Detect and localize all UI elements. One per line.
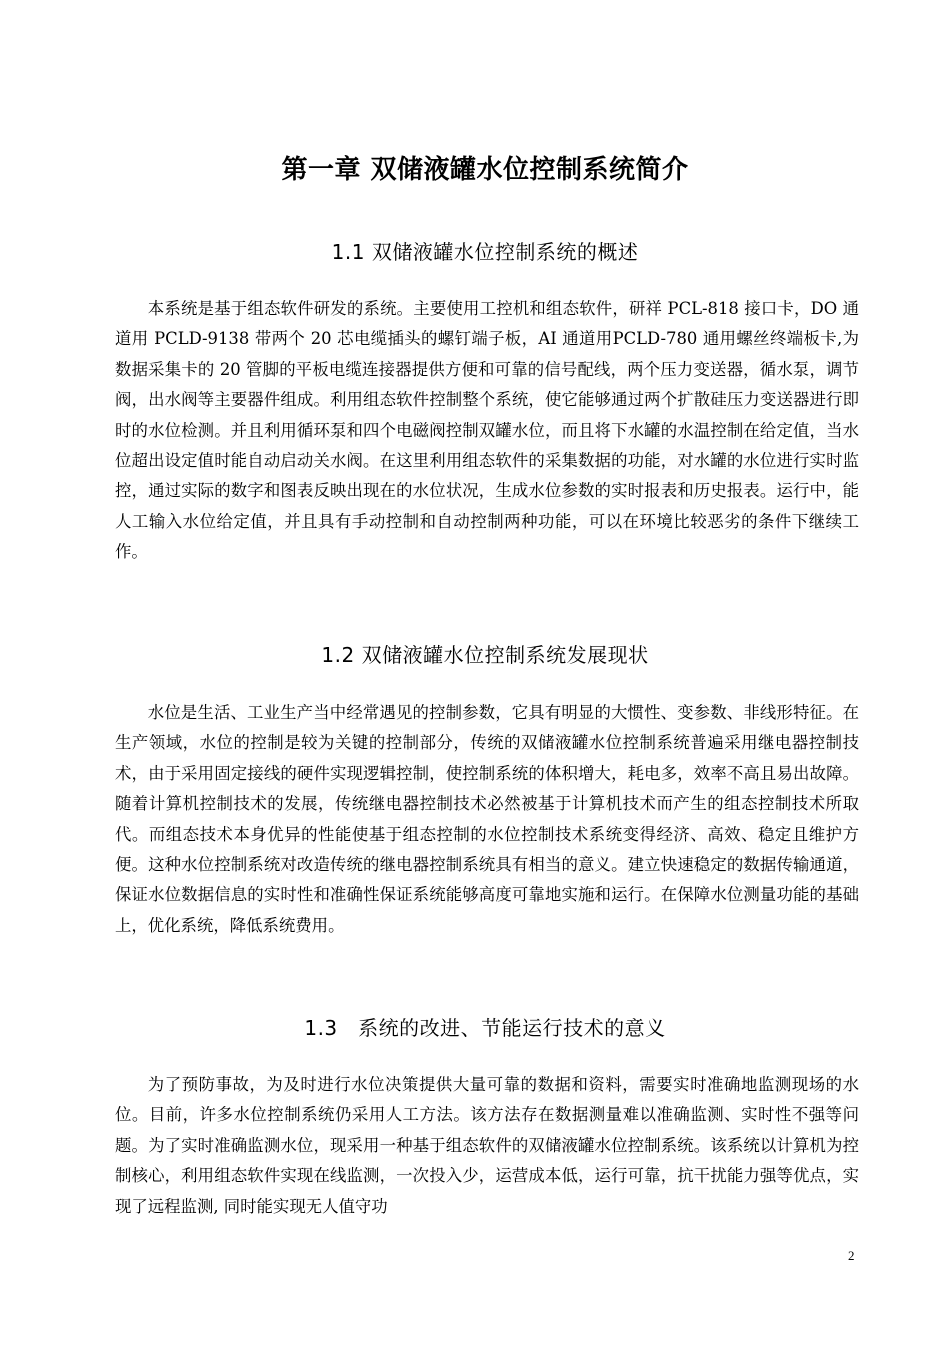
section-heading-1-3: 1.3 系统的改进、节能运行技术的意义 xyxy=(304,1016,666,1040)
section-paragraph-1-2: 水位是生活、工业生产当中经常遇见的控制参数，它具有明显的大惯性、变参数、非线形特征。在生产领域，水位的控制是较为关键的控制部分，传统的双储液罐水位控制系统普遍采用继电器控制技术，由于采用固定接线的硬件实现逻辑控制，使控制系统的体积增大，耗电多，效率不高且易出故障。随着计算机控制技术的发展，传统继电器控制技术必然被基于计算机技术而产生的组态控制技术所取代。而组态技术本身优异的性能使基于组态控制的水位控制技术系统变得经济、高效、稳定且维护方便。这种水位控制系统对改造传统的继电器控制系统具有相当的意义。建立快速稳定的数据传输通道，保证水位数据信息的实时性和准确性保证系统能够高度可靠地实施和运行。在保障水位测量功能的基础上，优化系统，降低系统费用。 xyxy=(115,703,859,935)
chapter-title: 第一章 双储液罐水位控制系统简介 xyxy=(281,155,689,185)
section-paragraph-1-3: 为了预防事故，为及时进行水位决策提供大量可靠的数据和资料，需要实时准确地监测现场的水位。目前，许多水位控制系统仍采用人工方法。该方法存在数据测量难以准确监测、实时性不强等问题。为了实时准确监测水位，现采用一种基于组态软件的双储液罐水位控制系统。该系统以计算机为控制核心，利用组态软件实现在线监测，一次投入少，运营成本低，运行可靠，抗干扰能力强等优点，实现了远程监测, 同时能实现无人值守功 xyxy=(115,1075,859,1216)
page-number: 2 xyxy=(848,1248,855,1263)
section-heading-1-2: 1.2 双储液罐水位控制系统发展现状 xyxy=(321,643,649,667)
section-heading-1-1: 1.1 双储液罐水位控制系统的概述 xyxy=(331,240,639,264)
section-paragraph-1-1: 本系统是基于组态软件研发的系统。主要使用工控机和组态软件，研祥 PCL-818 接口卡，DO 通道用 PCLD-9138 带两个 20 芯电缆插头的螺钉端子板，AI 通道用PCLD-780 通用螺丝终端板卡,为数据采集卡的 20 管脚的平板电缆连接器提供方便和可靠的信号配线，两个压力变送器，循水泵，调节阀，出水阀等主要器件组成。利用组态软件控制整个系统，使它能够通过两个扩散硅压力变送器进行即时的水位检测。并且利用循环泵和四个电磁阀控制双罐水位，而且将下水罐的水温控制在给定值，当水位超出设定值时能自动启动关水阀。在这里利用组态软件的采集数据的功能，对水罐的水位进行实时监控，通过实际的数字和图表反映出现在的水位状况，生成水位参数的实时报表和历史报表。运行中，能人工输入水位给定值，并且具有手动控制和自动控制两种功能，可以在环境比较恶劣的条件下继续工作。 xyxy=(115,299,859,562)
